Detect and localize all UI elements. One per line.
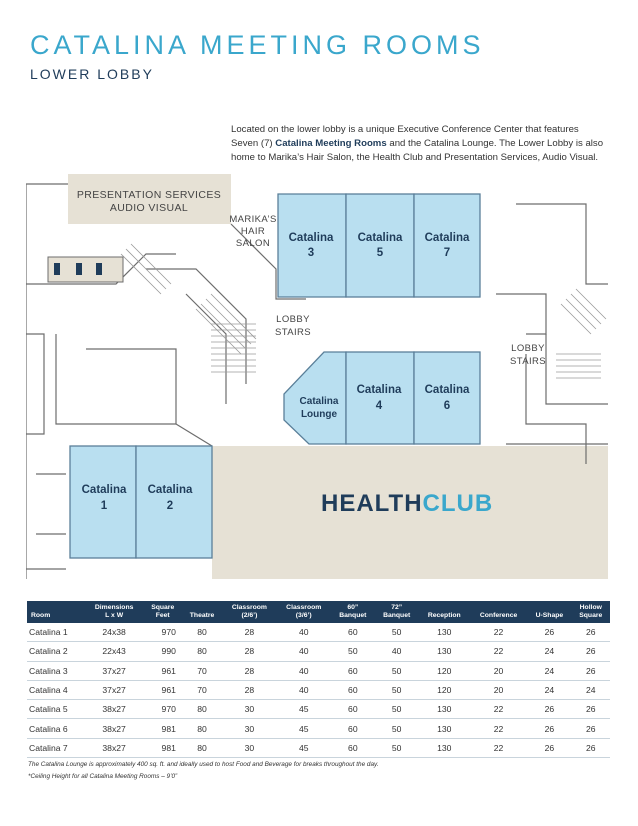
cell-theatre: 80	[182, 700, 222, 719]
room-4-number: 4	[375, 400, 383, 412]
room-5-number: 5	[376, 247, 384, 259]
cell-room: Catalina 7	[27, 738, 85, 757]
room-7-number: 7	[443, 247, 451, 259]
cell-conference: 22	[470, 623, 527, 642]
cell-banquet-60: 60	[331, 680, 375, 699]
col-dimensions	[85, 601, 144, 623]
marika-label-3: SALON	[235, 238, 271, 249]
col-conference	[470, 601, 527, 623]
cell-banquet-72: 50	[375, 680, 419, 699]
page-title: CATALINA MEETING ROOMS	[30, 30, 485, 60]
cell-classroom-3: 45	[277, 738, 331, 757]
col-b72-h1: 72”	[391, 604, 403, 611]
table-row	[27, 738, 610, 757]
footnote-ceiling: *Ceiling Height for all Catalina Meeting Rooms – 9’0”	[28, 773, 178, 780]
page-subtitle: LOWER LOBBY	[30, 66, 154, 82]
lobby-stairs-label-1: LOBBY	[276, 314, 310, 325]
cell-square-feet: 970	[144, 623, 182, 642]
cell-banquet-60: 60	[331, 719, 375, 738]
cell-classroom-3: 45	[277, 700, 331, 719]
presentation-label-2: AUDIO VISUAL	[109, 202, 189, 214]
room-7-name: Catalina	[424, 232, 470, 244]
lounge-label: Lounge	[300, 409, 338, 420]
cell-u-shape: 24	[527, 661, 571, 680]
cell-classroom-3: 40	[277, 642, 331, 661]
room-1-number: 1	[100, 500, 108, 512]
col-classroom-3	[277, 601, 331, 623]
men-icon	[76, 263, 82, 275]
bottom-rooms	[70, 446, 212, 558]
table-row	[27, 642, 610, 661]
room-5-name: Catalina	[357, 232, 403, 244]
cell-banquet-72: 50	[375, 738, 419, 757]
col-dimensions-h2: L x W	[105, 612, 124, 619]
cell-theatre: 70	[182, 661, 222, 680]
cell-square-feet: 981	[144, 719, 182, 738]
cell-dimensions: 38x27	[85, 738, 144, 757]
col-ushape-h2: U-Shape	[535, 612, 564, 619]
room-3-number: 3	[307, 247, 315, 259]
room-catalina-3	[278, 194, 346, 297]
col-square-feet	[144, 601, 182, 623]
cell-square-feet: 961	[144, 661, 182, 680]
intro-paragraph	[231, 123, 611, 165]
marika-label-1: MARIKA’S	[229, 214, 277, 225]
footnote-lounge: The Catalina Lounge is approximately 400 sq. ft. and ideally used to host Food and Beverage for breaks throughout the day.	[28, 761, 379, 768]
intro-line-1: Located on the lower lobby is a unique Executive Conference Center that features	[231, 124, 579, 135]
women-icon	[96, 263, 102, 275]
cell-u-shape: 26	[527, 623, 571, 642]
cell-classroom-2: 28	[222, 623, 276, 642]
floor-plan	[26, 174, 608, 579]
top-rooms	[278, 194, 480, 297]
col-b60-h1: 60”	[347, 604, 359, 611]
table-row	[27, 719, 610, 738]
col-room	[27, 601, 85, 623]
intro-highlight: Catalina Meeting Rooms	[275, 138, 387, 149]
cell-banquet-72: 50	[375, 623, 419, 642]
health-club-logo-a: HEALTH	[321, 490, 423, 517]
cell-classroom-2: 30	[222, 719, 276, 738]
table-row	[27, 661, 610, 680]
cell-classroom-3: 45	[277, 719, 331, 738]
room-catalina-5	[346, 194, 414, 297]
col-sqft-h1: Square	[151, 604, 175, 611]
table-row	[27, 700, 610, 719]
cell-classroom-2: 28	[222, 642, 276, 661]
col-classroom-2	[222, 601, 276, 623]
cell-square-feet: 981	[144, 738, 182, 757]
cell-reception: 120	[419, 661, 470, 680]
cell-dimensions: 38x27	[85, 700, 144, 719]
cell-banquet-60: 50	[331, 642, 375, 661]
cell-conference: 22	[470, 719, 527, 738]
cell-hollow-square: 26	[572, 700, 610, 719]
room-catalina-4	[346, 352, 414, 444]
marika-label-2: HAIR	[240, 226, 266, 237]
capacity-table-header	[27, 601, 610, 623]
intro-line-3: home to Marika’s Hair Salon, the Health Club and Presentation Services, Audio Visual.	[231, 152, 599, 163]
room-6-name: Catalina	[424, 384, 470, 396]
lobby-stairs-right-label-1: LOBBY	[511, 343, 545, 354]
cell-banquet-72: 50	[375, 700, 419, 719]
cell-conference: 20	[470, 680, 527, 699]
cell-hollow-square: 26	[572, 661, 610, 680]
room-3-name: Catalina	[288, 232, 334, 244]
cell-theatre: 70	[182, 680, 222, 699]
cell-hollow-square: 26	[572, 642, 610, 661]
capacity-table	[27, 601, 610, 758]
cell-theatre: 80	[182, 719, 222, 738]
cell-room: Catalina 4	[27, 680, 85, 699]
room-4-name: Catalina	[356, 384, 402, 396]
table-row	[27, 623, 610, 642]
col-class2-h1: Classroom	[231, 604, 267, 611]
cell-theatre: 80	[182, 642, 222, 661]
room-catalina-7	[414, 194, 480, 297]
col-class2-h2: (2/6’)	[241, 612, 258, 619]
cell-hollow-square: 26	[572, 623, 610, 642]
health-club-logo-b: CLUB	[422, 490, 494, 517]
cell-hollow-square: 26	[572, 738, 610, 757]
col-reception	[419, 601, 470, 623]
cell-dimensions: 37x27	[85, 661, 144, 680]
col-sqft-h2: Feet	[155, 612, 170, 619]
cell-reception: 130	[419, 623, 470, 642]
room-catalina-6	[414, 352, 480, 444]
room-2-name: Catalina	[147, 484, 193, 496]
cell-u-shape: 24	[527, 642, 571, 661]
col-b72-h2: Banquet	[383, 612, 411, 619]
cell-classroom-2: 28	[222, 680, 276, 699]
presentation-label-1: PRESENTATION SERVICES	[76, 189, 222, 201]
cell-reception: 130	[419, 700, 470, 719]
col-hollow-h1: Hollow	[579, 604, 602, 611]
cell-room: Catalina 1	[27, 623, 85, 642]
cell-conference: 22	[470, 642, 527, 661]
cell-room: Catalina 2	[27, 642, 85, 661]
cell-banquet-60: 60	[331, 700, 375, 719]
cell-reception: 130	[419, 642, 470, 661]
cell-room: Catalina 6	[27, 719, 85, 738]
cell-square-feet: 970	[144, 700, 182, 719]
intro-line-2c: and the Catalina Lounge. The Lower Lobby is also	[386, 138, 604, 149]
cell-square-feet: 990	[144, 642, 182, 661]
col-banquet-60	[331, 601, 375, 623]
cell-banquet-72: 50	[375, 661, 419, 680]
cell-u-shape: 26	[527, 738, 571, 757]
col-theatre	[182, 601, 222, 623]
cell-classroom-2: 30	[222, 700, 276, 719]
cell-classroom-3: 40	[277, 680, 331, 699]
health-club-logo	[321, 490, 493, 517]
cell-banquet-72: 50	[375, 719, 419, 738]
col-hollow-square	[572, 601, 610, 623]
cell-hollow-square: 26	[572, 719, 610, 738]
lounge-name: Catalina	[299, 396, 339, 407]
room-2-number: 2	[166, 500, 174, 512]
floor-plan-drawing	[26, 174, 608, 579]
col-room-h2: Room	[31, 612, 51, 619]
cell-dimensions: 22x43	[85, 642, 144, 661]
col-b60-h2: Banquet	[339, 612, 367, 619]
cell-classroom-2: 30	[222, 738, 276, 757]
room-6-number: 6	[443, 400, 451, 412]
room-1-name: Catalina	[81, 484, 127, 496]
cell-conference: 20	[470, 661, 527, 680]
col-reception-h2: Reception	[427, 612, 461, 619]
cell-banquet-60: 60	[331, 738, 375, 757]
capacity-table-body	[27, 623, 610, 758]
cell-room: Catalina 3	[27, 661, 85, 680]
cell-dimensions: 37x27	[85, 680, 144, 699]
col-dimensions-h1: Dimensions	[94, 604, 134, 611]
cell-banquet-60: 60	[331, 661, 375, 680]
col-banquet-72	[375, 601, 419, 623]
col-conference-h2: Conference	[479, 612, 518, 619]
room-catalina-2	[136, 446, 212, 558]
cell-u-shape: 24	[527, 680, 571, 699]
cell-classroom-3: 40	[277, 623, 331, 642]
cell-theatre: 80	[182, 738, 222, 757]
cell-dimensions: 38x27	[85, 719, 144, 738]
col-theatre-h2: Theatre	[189, 612, 215, 619]
col-class3-h1: Classroom	[286, 604, 322, 611]
cell-conference: 22	[470, 738, 527, 757]
cell-banquet-60: 60	[331, 623, 375, 642]
cell-room: Catalina 5	[27, 700, 85, 719]
cell-theatre: 80	[182, 623, 222, 642]
cell-u-shape: 26	[527, 700, 571, 719]
cell-reception: 130	[419, 719, 470, 738]
lobby-stairs-right-label-2: STAIRS	[509, 356, 547, 367]
cell-conference: 22	[470, 700, 527, 719]
col-hollow-h2: Square	[579, 612, 603, 619]
cell-banquet-72: 40	[375, 642, 419, 661]
col-u-shape	[527, 601, 571, 623]
cell-u-shape: 26	[527, 719, 571, 738]
cell-reception: 120	[419, 680, 470, 699]
cell-reception: 130	[419, 738, 470, 757]
col-class3-h2: (3/6’)	[295, 612, 312, 619]
lobby-stairs-label-2: STAIRS	[274, 327, 312, 338]
table-row	[27, 680, 610, 699]
cell-hollow-square: 24	[572, 680, 610, 699]
intro-line-2a: Seven (7)	[231, 138, 276, 149]
cell-classroom-2: 28	[222, 661, 276, 680]
cell-classroom-3: 40	[277, 661, 331, 680]
intro-line-2	[231, 137, 611, 151]
restroom-icon	[54, 263, 60, 275]
cell-square-feet: 961	[144, 680, 182, 699]
cell-dimensions: 24x38	[85, 623, 144, 642]
